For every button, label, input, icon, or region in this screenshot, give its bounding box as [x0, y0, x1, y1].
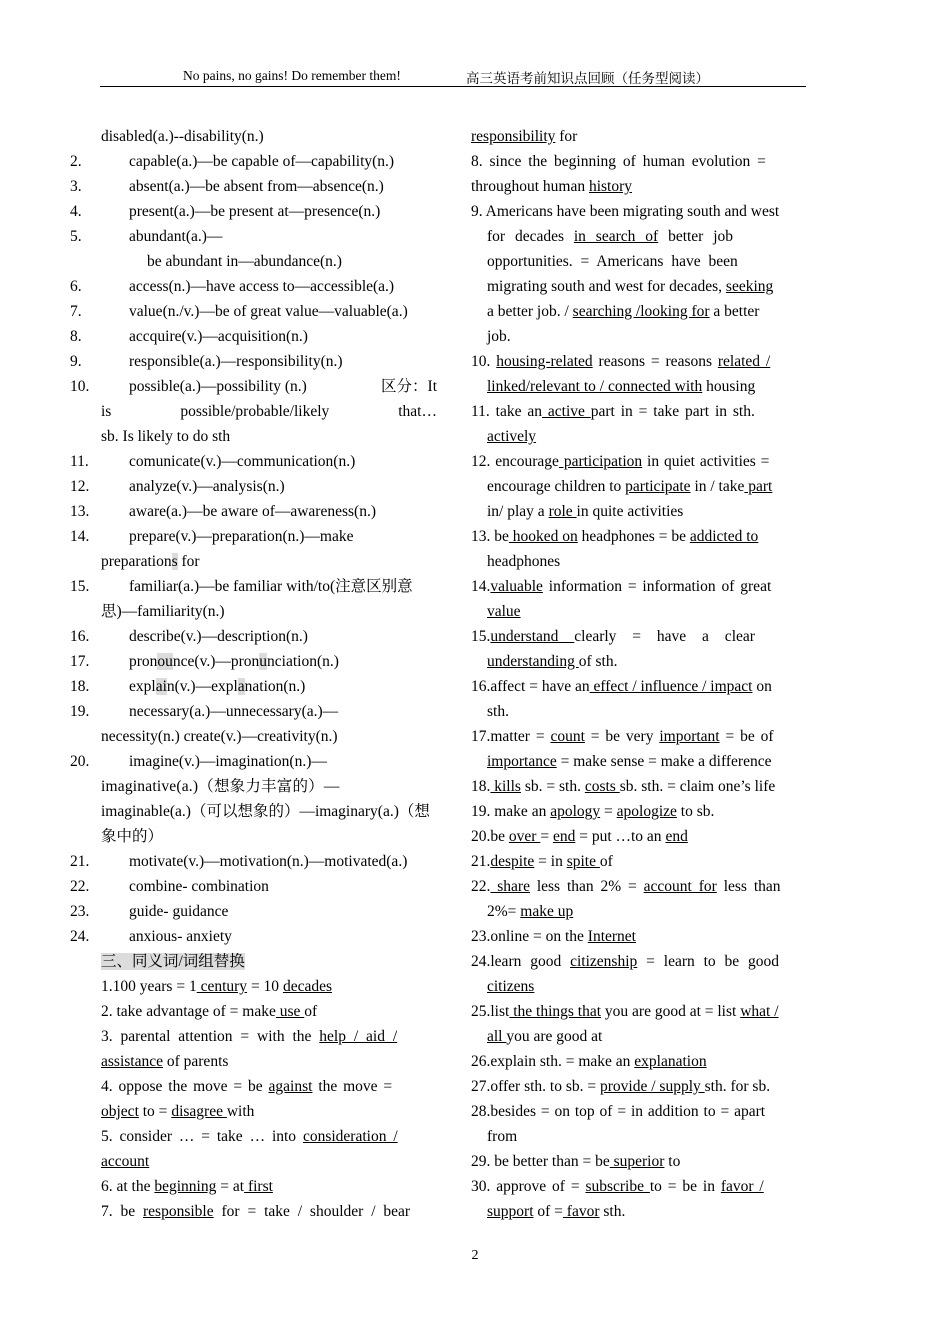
list-item: 17. pronounce(v.)—pronunciation(n.): [70, 653, 339, 670]
synonym-item: 29. be better than = be superior to: [471, 1153, 681, 1170]
list-item: 22. combine- combination: [70, 878, 269, 895]
header-motto: No pains, no gains! Do remember them!: [183, 68, 401, 83]
list-item-continued: sb. Is likely to do sth: [101, 428, 231, 445]
synonym-item-continued: understanding of sth.: [487, 653, 618, 670]
header-title: 高三英语考前知识点回顾（任务型阅读）: [466, 71, 709, 86]
synonym-item: 20.be over = end = put …to an end: [471, 828, 688, 845]
synonym-item-continued: migrating south and west for decades, seeking: [487, 278, 774, 295]
synonym-item: 7. be responsible for = take / shoulder / bear: [101, 1203, 411, 1220]
synonym-item-continued: a better job. / searching /looking for a better: [487, 303, 760, 320]
synonym-item: 23.online = on the Internet: [471, 928, 636, 945]
synonym-item-continued: account: [101, 1153, 150, 1170]
synonym-item: 1.100 years = 1 century = 10 decades: [101, 978, 332, 995]
synonym-item: 24.learn good citizenship = learn to be good: [471, 953, 780, 970]
synonym-item: 10. housing-related reasons = reasons related /: [471, 353, 771, 370]
synonym-item: 15.understand clearly = have a clear: [471, 628, 755, 645]
synonym-item-continued: from: [487, 1128, 518, 1145]
list-item-continued: 思)—familiarity(n.): [101, 603, 225, 620]
list-item: 21. motivate(v.)—motivation(n.)—motivated(a.): [70, 853, 408, 870]
list-item: 3. absent(a.)—be absent from—absence(n.): [70, 178, 384, 195]
list-item: 15. familiar(a.)—be familiar with/to(注意区别意: [70, 578, 413, 595]
list-item: 12. analyze(v.)—analysis(n.): [70, 478, 285, 495]
synonym-item: 17.matter = count = be very important = be of: [471, 728, 774, 745]
synonym-item: 9. Americans have been migrating south and west: [471, 203, 780, 220]
synonym-item: 11. take an active part in = take part in sth.: [471, 403, 755, 420]
synonym-item: 13. be hooked on headphones = be addicted to: [471, 528, 759, 545]
synonym-item: 2. take advantage of = make use of: [101, 1003, 318, 1020]
list-item: 5. abundant(a.)—: [70, 228, 223, 245]
synonym-item: 5. consider … = take … into consideration /: [101, 1128, 398, 1145]
synonym-item-continued: value: [487, 603, 521, 620]
synonym-item-continued: throughout human history: [471, 178, 633, 195]
list-item: 20. imagine(v.)—imagination(n.)—: [70, 753, 327, 770]
synonym-item: 12. encourage participation in quiet activities =: [471, 453, 770, 470]
list-item: 8. accquire(v.)—acquisition(n.): [70, 328, 308, 345]
list-item: 14. prepare(v.)—preparation(n.)—make: [70, 528, 354, 545]
synonym-item-continued: actively: [487, 428, 537, 445]
synonym-item-continued: job.: [487, 328, 511, 345]
synonym-item-continued: assistance of parents: [101, 1053, 229, 1070]
synonym-item-continued: support of = favor sth.: [487, 1203, 626, 1220]
synonym-item: 4. oppose the move = be against the move =: [101, 1078, 393, 1095]
synonym-item-continued: all you are good at: [487, 1028, 603, 1045]
synonym-item-continued: encourage children to participate in / take part: [487, 478, 773, 495]
list-item-continued: imaginative(a.)（想象力丰富的）—: [101, 778, 340, 795]
synonym-item: 27.offer sth. to sb. = provide / supply sth. for sb.: [471, 1078, 771, 1095]
synonym-item-continued: importance = make sense = make a difference: [487, 753, 772, 770]
synonym-item: 28.besides = on top of = in addition to = apart: [471, 1103, 766, 1120]
synonym-item: 19. make an apology = apologize to sb.: [471, 803, 715, 820]
synonym-item-continued: headphones: [487, 553, 561, 570]
synonym-item: 16.affect = have an effect / influence / impact on: [471, 678, 772, 695]
list-item: 2. capable(a.)—be capable of—capability(n.): [70, 153, 395, 170]
section-heading: 三、同义词/词组替换: [101, 953, 245, 970]
synonym-item: 25.list the things that you are good at = list what /: [471, 1003, 779, 1020]
list-item: 4. present(a.)—be present at—presence(n.): [70, 203, 381, 220]
list-item-continued: be abundant in—abundance(n.): [147, 253, 342, 270]
synonym-item-continued: in/ play a role in quite activities: [487, 503, 684, 520]
list-item-continued: imaginable(a.)（可以想象的）—imaginary(a.)（想: [101, 803, 430, 820]
synonym-item: 30. approve of = subscribe to = be in favor /: [471, 1178, 764, 1195]
list-item-continued: necessity(n.) create(v.)—creativity(n.): [101, 728, 338, 745]
list-item-continued: preparations for: [101, 553, 200, 570]
synonym-item-continued: sth.: [487, 703, 509, 720]
left-column: [70, 124, 437, 1224]
synonym-item: 8. since the beginning of human evolution =: [471, 153, 766, 170]
list-item: 9. responsible(a.)—responsibility(n.): [70, 353, 343, 370]
synonym-item-continued: opportunities. = Americans have been: [487, 253, 738, 270]
list-item: 19. necessary(a.)—unnecessary(a.)—: [70, 703, 339, 720]
synonym-item: 14.valuable information = information of great: [471, 578, 772, 595]
synonym-item: 3. parental attention = with the help / aid /: [101, 1028, 398, 1045]
synonym-item: 26.explain sth. = make an explanation: [471, 1053, 707, 1070]
list-item: 16. describe(v.)—description(n.): [70, 628, 308, 645]
page-number: 2: [471, 1248, 479, 1263]
page-header: [100, 66, 806, 87]
synonym-item-continued: object to = disagree with: [101, 1103, 255, 1120]
list-item-continued: 象中的）: [101, 828, 164, 845]
synonym-item: 22. share less than 2% = account for less than: [471, 878, 781, 895]
list-item: 10. possible(a.)—possibility (n.) 区分：It: [70, 378, 437, 395]
synonym-item: 6. at the beginning = at first: [101, 1178, 273, 1195]
list-item: 23. guide- guidance: [70, 903, 229, 920]
right-column: [471, 124, 806, 1224]
list-item: 13. aware(a.)—be aware of—awareness(n.): [70, 503, 376, 520]
list-item: 11. comunicate(v.)—communication(n.): [70, 453, 356, 470]
list-item: 24. anxious- anxiety: [70, 928, 232, 945]
list-item: 7. value(n./v.)—be of great value—valuable(a.): [70, 303, 408, 320]
synonym-item: 18. kills sb. = sth. costs sb. sth. = claim one’s life: [471, 778, 776, 795]
list-item-continued: is possible/probable/likely that…: [101, 403, 437, 420]
list-item: 6. access(n.)—have access to—accessible(a.): [70, 278, 395, 295]
synonym-item-continued: linked/relevant to / connected with housing: [487, 378, 756, 395]
list-item: 18. explain(v.)—explanation(n.): [70, 678, 306, 695]
synonym-item-continued: for decades in search of better job: [487, 228, 734, 245]
synonym-item-continued: responsibility for: [471, 128, 578, 145]
list-item: disabled(a.)--disability(n.): [101, 128, 264, 145]
synonym-item-continued: 2%= make up: [487, 903, 574, 920]
synonym-item-continued: citizens: [487, 978, 535, 995]
synonym-item: 21.despite = in spite of: [471, 853, 613, 870]
